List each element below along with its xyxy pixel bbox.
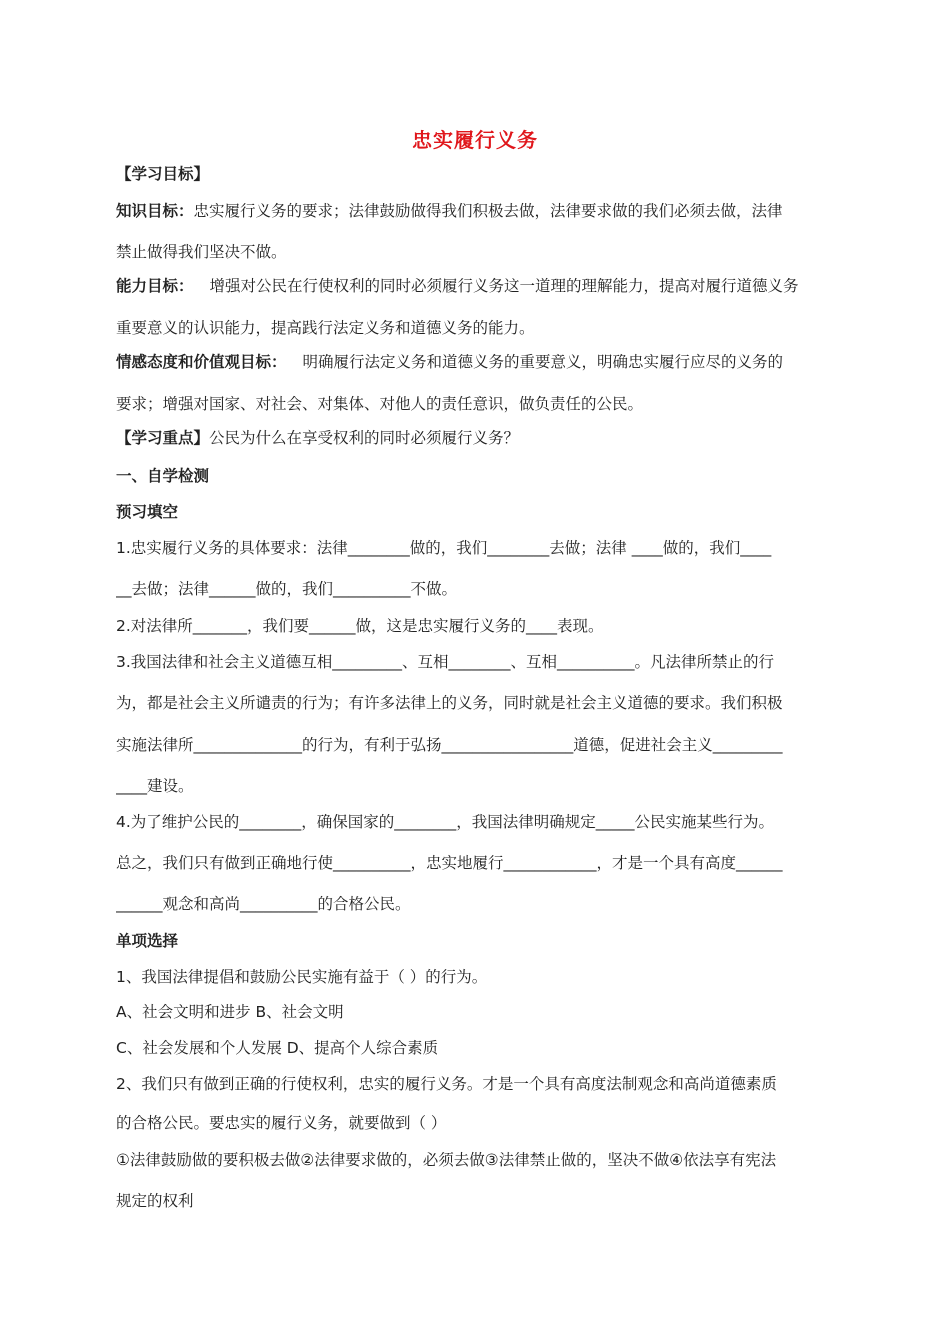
- knowledge-goal-line-2: 禁止做得我们坚决不做。: [116, 243, 287, 261]
- fill-line: 3.我国法律和社会主义道德互相_________、互相________、互相__________。凡法律所禁止的行: [116, 653, 775, 671]
- choice-line: 2、我们只有做到正确的行使权利，忠实的履行义务。才是一个具有高度法制观念和高尚道德素质: [116, 1075, 777, 1093]
- fill-line: 实施法律所______________的行为，有利于弘扬_________________道德，促进社会主义_________: [116, 736, 783, 754]
- learning-focus-label: 【学习重点】: [116, 429, 210, 447]
- fill-line: 4.为了维护公民的________，确保国家的________，我国法律明确规定_____公民实施某些行为。: [116, 813, 775, 831]
- emotion-goal-line-1: [116, 350, 836, 374]
- choice-line: ①法律鼓励做的要积极去做②法律要求做的，必须去做③法律禁止做的，坚决不做④依法享有宪法: [116, 1151, 777, 1169]
- page-title: 忠实履行义务: [412, 128, 538, 152]
- single-choice-heading: 单项选择: [116, 932, 179, 950]
- fill-line: ______观念和高尚__________的合格公民。: [116, 895, 411, 913]
- learning-focus-text: 公民为什么在享受权利的同时必须履行义务？: [209, 429, 520, 447]
- choice-line: 的合格公民。要忠实的履行义务，就要做到（ ）: [116, 1114, 447, 1132]
- ability-goal-line-2: 重要意义的认识能力，提高践行法定义务和道德义务的能力。: [116, 319, 535, 337]
- fill-line: 总之，我们只有做到正确地行使__________，忠实地履行____________，才是一个具有高度______: [116, 854, 783, 872]
- ability-goal-line-1: [116, 274, 836, 298]
- knowledge-goal-text: 忠实履行义务的要求；法律鼓励做得我们积极去做，法律要求做的我们必须去做，法律: [193, 202, 783, 220]
- choice-line: 规定的权利: [116, 1192, 194, 1210]
- fill-blank-heading: 预习填空: [116, 503, 179, 521]
- fill-line: ____建设。: [116, 777, 194, 795]
- ability-goal-text: 增强对公民在行使权利的同时必须履行义务这一道理的理解能力，提高对履行道德义务: [209, 277, 799, 295]
- choice-option-line: C、社会发展和个人发展 D、提高个人综合素质: [116, 1039, 439, 1057]
- knowledge-goal-label: 知识目标：: [116, 202, 194, 220]
- learning-focus: [116, 426, 836, 450]
- fill-line: 1.忠实履行义务的具体要求：法律________做的，我们________去做；法律 ____做的，我们____: [116, 539, 772, 557]
- section-self-check: 一、自学检测: [116, 467, 210, 485]
- fill-line: __去做；法律______做的，我们__________不做。: [116, 580, 458, 598]
- emotion-goal-text: 明确履行法定义务和道德义务的重要意义，明确忠实履行应尽的义务的: [302, 353, 784, 371]
- choice-line: 1、我国法律提倡和鼓励公民实施有益于（ ）的行为。: [116, 968, 488, 986]
- knowledge-goal-line-1: [116, 199, 836, 223]
- ability-goal-label: 能力目标：: [116, 277, 194, 295]
- choice-option-line: A、社会文明和进步 B、社会文明: [116, 1003, 344, 1021]
- emotion-goal-label: 情感态度和价值观目标：: [116, 353, 287, 371]
- fill-line: 为，都是社会主义所谴责的行为；有许多法律上的义务，同时就是社会主义道德的要求。我们积极: [116, 694, 783, 712]
- emotion-goal-line-2: 要求；增强对国家、对社会、对集体、对他人的责任意识，做负责任的公民。: [116, 395, 644, 413]
- fill-line: 2.对法律所_______，我们要______做，这是忠实履行义务的____表现。: [116, 617, 604, 635]
- learning-goals-heading: 【学习目标】: [116, 165, 210, 183]
